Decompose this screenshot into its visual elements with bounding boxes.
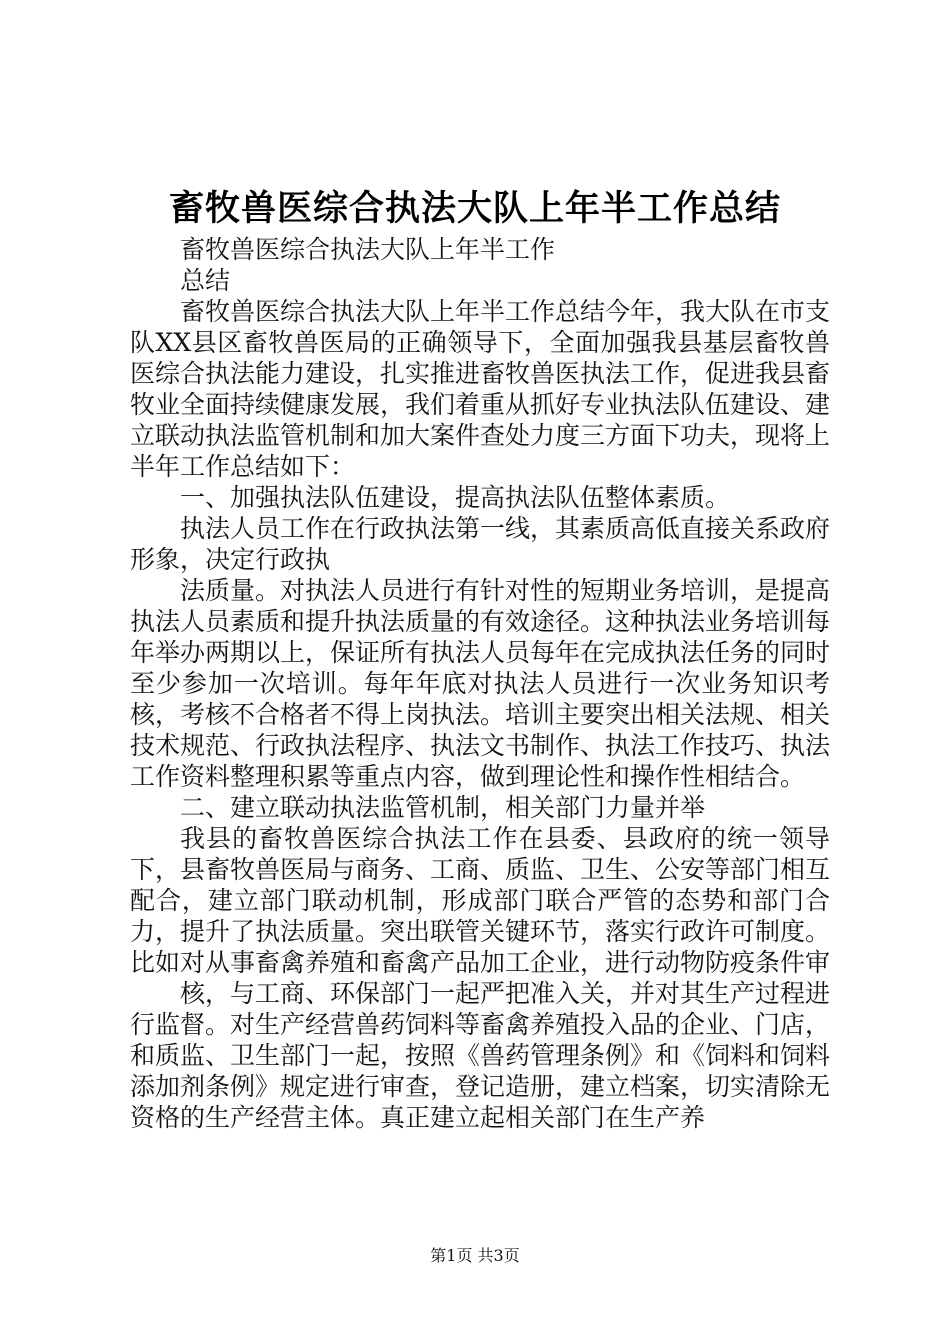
subtitle-line-2: 总结 [180,266,231,295]
body-paragraph: 核，与工商、环保部门一起严把准入关，并对其生产过程进行监督。对生产经营兽药饲料等畜禽养殖投入品的企业、门店，和质监、卫生部门一起，按照《兽药管理条例》和《饲料和饲料添加剂条例》规定进行审查，登记造册，建立档案，切实清除无资格的生产经营主体。真正建立起相关部门在生产养 [130,979,831,1132]
document-title: 畜牧兽医综合执法大队上年半工作总结 [168,189,781,229]
page-footer: 第1页 共3页 [430,1246,520,1265]
intro-paragraph: 畜牧兽医综合执法大队上年半工作总结今年，我大队在市支队XX县区畜牧兽医局的正确领导下，全面加强我县基层畜牧兽医综合执法能力建设，扎实推进畜牧兽医执法工作，促进我县畜牧业全面持续健康发展，我们着重从抓好专业执法队伍建设、建立联动执法监管机制和加大案件查处力度三方面下功夫，现将上半年工作总结如下： [130,297,831,481]
document-body [130,234,830,1133]
section-heading-2: 二、建立联动执法监管机制，相关部门力量并举 [180,793,706,822]
body-paragraph: 执法人员工作在行政执法第一线，其素质高低直接关系政府形象，决定行政执 [130,514,831,574]
section-heading-1: 一、加强执法队伍建设，提高执法队伍整体素质。 [180,483,731,512]
subtitle-line-1: 畜牧兽医综合执法大队上年半工作 [180,235,556,264]
body-paragraph: 我县的畜牧兽医综合执法工作在县委、县政府的统一领导下，县畜牧兽医局与商务、工商、质监、卫生、公安等部门相互配合，建立部门联动机制，形成部门联合严管的态势和部门合力，提升了执法质量。突出联管关键环节，落实行政许可制度。比如对从事畜禽养殖和畜禽产品加工企业，进行动物防疫条件审 [130,824,831,977]
body-paragraph: 法质量。对执法人员进行有针对性的短期业务培训，是提高执法人员素质和提升执法质量的有效途径。这种执法业务培训每年举办两期以上，保证所有执法人员每年在完成执法任务的同时至少参加一次培训。每年年底对执法人员进行一次业务知识考核，考核不合格者不得上岗执法。培训主要突出相关法规、相关技术规范、行政执法程序、执法文书制作、执法工作技巧、执法工作资料整理积累等重点内容，做到理论性和操作性相结合。 [130,576,831,791]
